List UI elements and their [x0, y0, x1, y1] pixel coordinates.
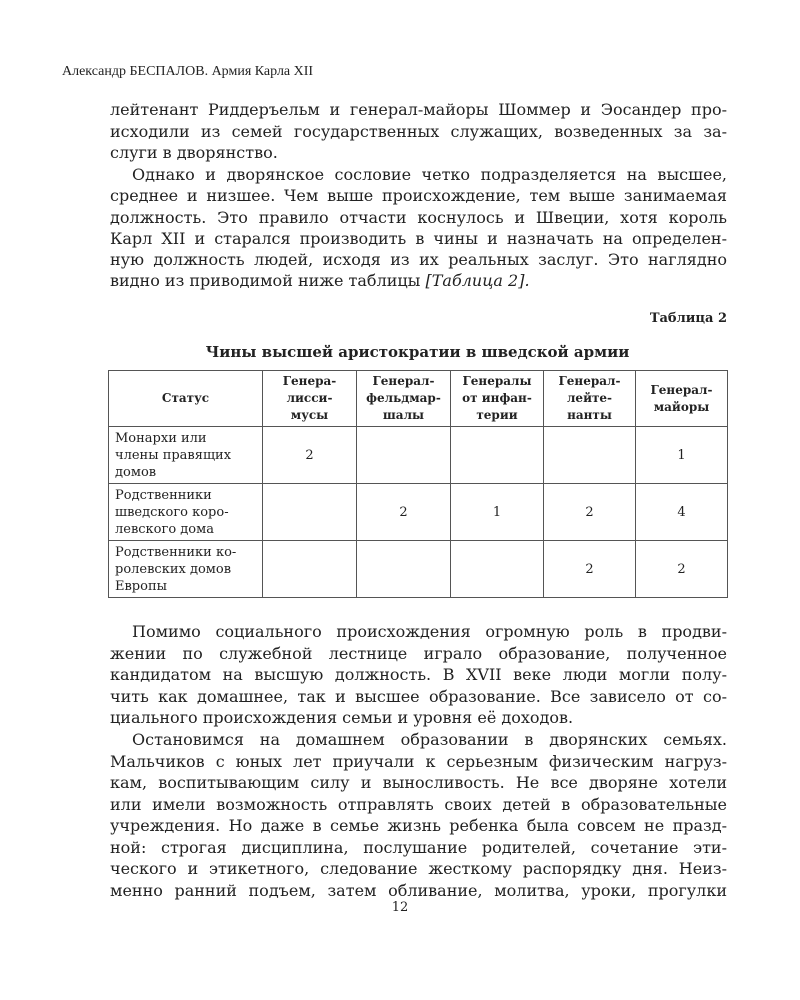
table-cell: 2: [544, 541, 636, 598]
table-cell: 1: [451, 484, 544, 541]
text-line: слуги в дворянство.: [110, 143, 278, 162]
table-cell: [544, 427, 636, 484]
text-line: ную должность людей, исходя из их реальных заслуг. Это наглядно: [110, 250, 727, 269]
text-line: Помимо социального происхождения огромную роль в продви-: [132, 622, 727, 641]
text-line: кам, воспитывающим силу и выносливость. Не все дворяне хотели: [110, 773, 727, 792]
text-line: лейтенант Риддеръельм и генерал-майоры Шоммер и Эосандер про-: [110, 100, 727, 119]
table-cell: 1: [636, 427, 728, 484]
table-row: [109, 541, 728, 598]
running-header: Александр БЕСПАЛОВ. Армия Карла XII: [62, 64, 314, 79]
text-line: ческого и этикетного, следование жесткому распорядку дня. Неиз-: [110, 859, 727, 878]
table-label: Таблица 2: [649, 311, 727, 326]
text-line: Карл XII и старался производить в чины и назначать на определен-: [110, 229, 727, 248]
table-header-row: [109, 371, 728, 427]
text-line: кандидатом на высшую должность. В XVII веке люди могли полу-: [110, 665, 727, 684]
text-line: менно ранний подъем, затем обливание, молитва, уроки, прогулки: [110, 881, 727, 900]
table-cell: [357, 541, 451, 598]
table-cell: [451, 541, 544, 598]
table-cell: 2: [544, 484, 636, 541]
table-cell: 2: [636, 541, 728, 598]
text-line: должность. Это правило отчасти коснулось и Швеции, хотя король: [110, 208, 727, 227]
header-cell: Генерал- фельдмар- шалы: [357, 371, 451, 427]
header-cell: Статус: [109, 371, 263, 427]
status-cell: Родственники шведского коро- левского дома: [109, 484, 263, 541]
text-line: среднее и низшее. Чем выше происхождение, тем выше занимаемая: [110, 186, 727, 205]
text-line: ной: строгая дисциплина, послушание родителей, сочетание эти-: [110, 838, 727, 857]
status-cell: Монархи или члены правящих домов: [109, 427, 263, 484]
text-line: исходили из семей государственных служащих, возведенных за за-: [110, 122, 727, 141]
table-cell: [451, 427, 544, 484]
header-cell: Генерал- майоры: [636, 371, 728, 427]
table-cell: [357, 427, 451, 484]
text-line: Мальчиков с юных лет приучали к серьезным физическим нагруз-: [110, 752, 727, 771]
header-cell: Генерал- лейте- нанты: [544, 371, 636, 427]
table-title: Чины высшей аристократии в шведской армии: [205, 343, 630, 361]
table-cell: [263, 484, 357, 541]
status-cell: Родственники ко- ролевских домов Европы: [109, 541, 263, 598]
page-number: 12: [391, 900, 409, 915]
table-row: [109, 427, 728, 484]
text-line: Остановимся на домашнем образовании в дворянских семьях.: [132, 730, 727, 749]
text-line: циального происхождения семьи и уровня её доходов.: [110, 708, 574, 727]
header-cell: Генералы от инфан- терии: [451, 371, 544, 427]
table-cell: 4: [636, 484, 728, 541]
ranks-table: [108, 370, 728, 598]
table-cell: 2: [263, 427, 357, 484]
header-cell: Генера- лисси- мусы: [263, 371, 357, 427]
table-cell: [263, 541, 357, 598]
table-cell: 2: [357, 484, 451, 541]
text-line: или имели возможность отправлять своих детей в образовательные: [110, 795, 727, 814]
table-row: [109, 484, 728, 541]
text-line: [110, 270, 727, 291]
text-line: чить как домашнее, так и высшее образование. Все зависело от со-: [110, 687, 727, 706]
text-line-content: видно из приводимой ниже таблицы: [110, 271, 421, 290]
text-line: жении по служебной лестнице играло образование, полученное: [110, 644, 727, 663]
text-line: Однако и дворянское сословие четко подразделяется на высшее,: [132, 165, 727, 184]
table-reference: [Таблица 2].: [425, 271, 530, 290]
text-line: учреждения. Но даже в семье жизнь ребенка была совсем не празд-: [110, 816, 727, 835]
